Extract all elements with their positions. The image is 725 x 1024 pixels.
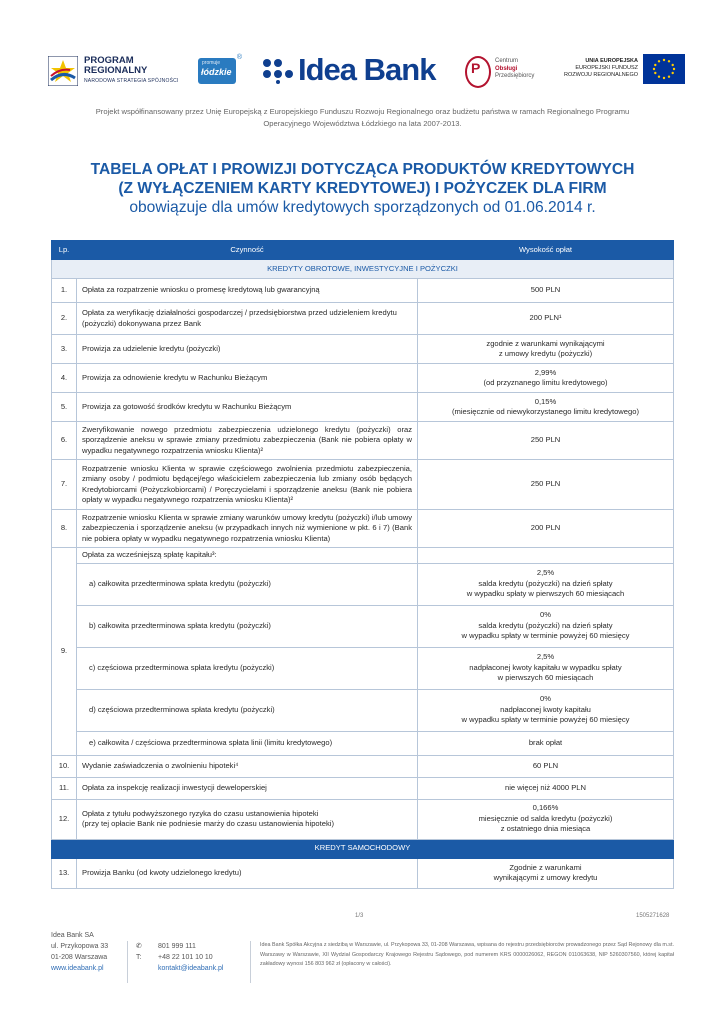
legal-notice: Idea Bank Spółka Akcyjna z siedzibą w Warszawie, ul. Przykopowa 33, 01-208 Warszawa, wpisana do rejestru przedsiębiorców prowadzonego przez Sąd Rejonowy dla m.st. Warszawy w Warszawie, XII Wydział Gospodarczy Krajowego Rejestru Sądowego, pod numerem KRS 0000026062, REGON 011063638, NIP 5260307560, której kapitał zakładowy wynosi 156 803 962 zł (opłacony w całości). [260,942,674,967]
idea-bank-logo [262,52,446,88]
row-fee [418,858,674,888]
row-desc: d) częściowa przedterminowa spłata kredytu (pożyczki) [77,689,418,731]
row-fee: nie więcej niż 4000 PLN [418,777,674,799]
section2-label: KREDYT SAMOCHODOWY [52,839,674,858]
col-fee: Wysokość opłat [418,241,674,260]
desc-line: (przy tej opłacie Bank nie podniesie marży do czasu ustanowienia hipoteki) [82,819,334,828]
fee-line: w wypadku spłaty w pierwszych 60 miesiącach [466,589,625,599]
centrum-line1: Centrum [495,58,519,64]
row-fee [418,563,674,605]
fee-line: w wypadku spłaty w terminie powyżej 60 miesięcy [461,715,630,725]
row-fee [418,799,674,839]
row-fee [418,335,674,364]
program-star-icon [48,56,78,86]
footer-contact [136,941,223,974]
row-desc: Opłata za weryfikację działalności gospodarczej / przedsiębiorstwa przed udzieleniem kredytu (pożyczki) dokonywana przez Bank [77,303,418,335]
row-fee [418,364,674,393]
cofinance-note [50,106,675,130]
centrum-line2: Obsługi [495,65,518,72]
fee-line: zgodnie z warunkami wynikającymi [486,338,605,348]
table-row [52,335,674,364]
row-lp: 13. [52,858,77,888]
ue-line1: UNIA EUROPEJSKA [585,58,638,64]
fee-line: salda kredytu (pożyczki) na dzień spłaty [478,578,613,588]
lodzkie-logo [198,54,242,88]
fee-line: 2,5% [536,568,555,578]
row-desc: Rozpatrzenie wniosku Klienta w sprawie zmiany warunków umowy kredytu (pożyczki) i/lub umowy zabezpieczenia i sporządzenie aneksu (w przypadkach innych niż wymienione w pkt. 6 i 7) (Bank nie pobiera opłaty w wypadku negatywnego rozpatrzenia wniosku Klienta) [77,510,418,548]
fee-table [51,240,674,889]
row-fee [418,393,674,422]
ue-line3: ROZWOJU REGIONALNEGO [564,72,638,78]
table-row [52,605,674,647]
header-logos [40,48,685,96]
title-line2: (Z WYŁĄCZENIEM KARTY KREDYTOWEJ) I POŻYCZEK DLA FIRM [118,180,607,197]
title-line1: TABELA OPŁAT I PROWIZJI DOTYCZĄCA PRODUKTÓW KREDYTOWYCH [90,161,635,178]
section-header [52,839,674,858]
row-fee: 250 PLN [418,422,674,460]
row-lp: 1. [52,279,77,303]
table-row [52,563,674,605]
table-row [52,689,674,731]
row-lp: 7. [52,460,77,510]
row-fee: brak opłat [418,731,674,755]
centrum-p-icon: P [471,60,481,76]
row-desc: Rozpatrzenie wniosku Klienta w sprawie częściowego zwolnienia przedmiotu zabezpieczenia, zmiany osoby / podmiotu będącej/ego właścicielem zabezpieczenia lub zmiany osób będących Kredytobiorcami (Pożyczkobiorcami) / Poręczycielami i sporządzenie aneksu (Bank nie pobiera opłaty w wypadku negatywnego rozpatrzenia wniosku Klienta)² [77,460,418,510]
row9-head-fee [418,548,674,564]
program-line1: PROGRAM [84,55,134,66]
document-id: 1505271628 [636,913,670,919]
row-lp: 8. [52,510,77,548]
section-header [52,260,674,279]
footer-divider [250,941,251,983]
table-row [52,799,674,839]
telephone: +48 22 101 10 10 [158,954,213,961]
row-lp: 3. [52,335,77,364]
fee-line: 2,99% [534,367,557,377]
eu-flag-icon [643,54,685,84]
city: 01-208 Warszawa [51,954,108,961]
cofinance-line2: Operacyjnego Województwa Łódzkiego na lata 2007-2013. [263,119,462,128]
eu-logo [564,54,686,88]
row-lp: 4. [52,364,77,393]
table-row [52,858,674,888]
hotline: 801 999 111 [158,943,196,950]
email-link[interactable]: kontakt@ideabank.pl [158,965,224,972]
fee-line: miesięcznie od salda kredytu (pożyczki) [478,813,613,823]
fee-line: nadpłaconej kwoty kapitału [500,704,591,714]
row-fee: 200 PLN [418,510,674,548]
row-fee: 250 PLN [418,460,674,510]
fee-line: 0,15% [534,396,557,406]
table-row [52,422,674,460]
row-fee: 200 PLN¹ [418,303,674,335]
program-line2: REGIONALNY [84,65,148,76]
row-desc: a) całkowita przedterminowa spłata kredytu (pożyczki) [77,563,418,605]
row-desc: e) całkowita / częściowa przedterminowa spłata linii (limitu kredytowego) [77,731,418,755]
row-lp: 2. [52,303,77,335]
table-row [52,393,674,422]
row-lp: 10. [52,755,77,777]
fee-line: 0% [540,610,551,620]
row-lp: 6. [52,422,77,460]
row-desc: Opłata za inspekcję realizacji inwestycji deweloperskiej [77,777,418,799]
row-lp: 9. [52,548,77,756]
program-sub: NARODOWA STRATEGIA SPÓJNOŚCI [84,78,179,84]
page-number: 1/3 [355,913,364,919]
table-row [52,548,674,564]
row-desc: Wydanie zaświadczenia o zwolnieniu hipoteki⁴ [77,755,418,777]
footer-address [51,930,108,974]
col-lp: Lp. [52,241,77,260]
fee-line: nadpłaconej kwoty kapitału w wypadku spłaty [469,662,622,672]
row-desc: Prowizja za odnowienie kredytu w Rachunku Bieżącym [77,364,418,393]
row-lp: 12. [52,799,77,839]
fee-line: 0,166% [532,803,559,813]
lodz-big: łódzkie [201,67,232,77]
col-desc: Czynność [77,241,418,260]
centrum-obslugi-logo [465,52,545,90]
row-lp: 5. [52,393,77,422]
row-desc: Prowizja Banku (od kwoty udzielonego kredytu) [77,858,418,888]
row-desc: b) całkowita przedterminowa spłata kredytu (pożyczki) [77,605,418,647]
table-row [52,364,674,393]
fee-line: 0% [540,694,551,704]
lodz-small: promuje [202,60,221,66]
fee-line: w wypadku spłaty w terminie powyżej 60 miesięcy [461,631,630,641]
table-row [52,647,674,689]
title-line3: obowiązuje dla umów kredytowych sporządzonych od 01.06.2014 r. [129,199,596,216]
idea-brand: Idea Bank [298,52,436,87]
tel-label: T: [136,954,142,961]
table-row [52,731,674,755]
program-regionalny-logo [40,52,180,92]
document-title [40,160,685,217]
row-desc: Prowizja za udzielenie kredytu (pożyczki) [77,335,418,364]
registered-icon: ® [236,54,242,61]
table-row [52,303,674,335]
street: ul. Przykopowa 33 [51,943,109,950]
fee-line: (miesięcznie od niewykorzystanego limitu kredytowego) [452,407,639,416]
section1-label: KREDYTY OBROTOWE, INWESTYCYJNE I POŻYCZKI [52,260,674,279]
row-desc: Prowizja za gotowość środków kredytu w Rachunku Bieżącym [77,393,418,422]
table-row [52,460,674,510]
row9-head: Opłata za wcześniejszą spłatę kapitału³: [77,548,418,564]
fee-line: w pierwszych 60 miesiącach [497,673,594,683]
ue-line2: EUROPEJSKI FUNDUSZ [575,65,638,71]
table-row [52,755,674,777]
row-fee [418,647,674,689]
desc-line: Opłata z tytułu podwyższonego ryzyka do czasu ustanowienia hipoteki [82,808,319,818]
row-fee: 500 PLN [418,279,674,303]
table-header [52,241,674,260]
fee-line: wynikającymi z umowy kredytu [493,873,598,882]
fee-line: 2,5% [536,652,555,662]
fee-line: Zgodnie z warunkami [509,862,582,872]
cofinance-line1: Projekt współfinansowany przez Unię Europejską z Europejskiego Funduszu Rozwoju Regionalnego oraz budżetu państwa w ramach Regionalnego Programu [95,107,630,116]
fee-line: z ostatniego dnia miesiąca [500,824,591,834]
table-row [52,279,674,303]
row-fee [418,689,674,731]
row-lp: 11. [52,777,77,799]
row-desc: Zweryfikowanie nowego przedmiotu zabezpieczenia udzielonego kredytu (pożyczki) oraz sporządzenie aneksu w sprawie zmiany przedmiotu zabezpieczenia (Bank nie pobiera opłaty w wypadku negatywnego rozpatrzenia wniosku Klienta)² [77,422,418,460]
company-name: Idea Bank SA [51,932,94,939]
row-desc: Opłata za rozpatrzenie wniosku o promesę kredytową lub gwarancyjną [77,279,418,303]
row-desc [77,799,418,839]
idea-dots-icon [262,58,296,84]
fee-line: (od przyznanego limitu kredytowego) [483,378,608,387]
footer-divider [127,941,128,983]
centrum-line3: Przedsiębiorcy [495,73,535,79]
table-row [52,510,674,548]
phone-icon: ✆ [136,943,142,950]
row-desc: c) częściowa przedterminowa spłata kredytu (pożyczki) [77,647,418,689]
website-link[interactable]: www.ideabank.pl [51,965,104,972]
row-fee [418,605,674,647]
fee-line: z umowy kredytu (pożyczki) [498,349,593,358]
table-row [52,777,674,799]
fee-line: salda kredytu (pożyczki) na dzień spłaty [478,620,613,630]
row-fee: 60 PLN [418,755,674,777]
